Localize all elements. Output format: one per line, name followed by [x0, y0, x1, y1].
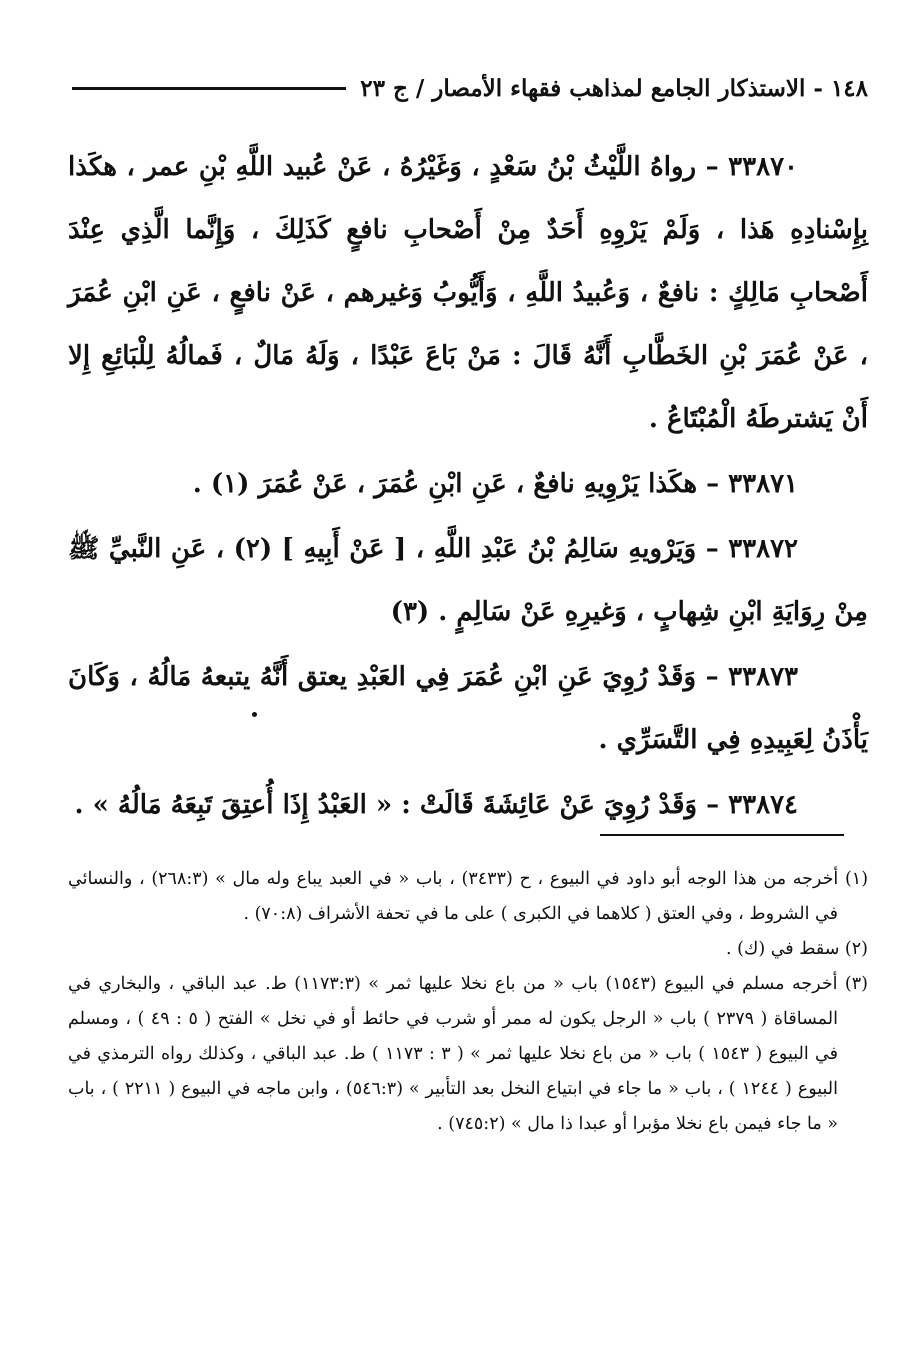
- footnote-3: (٣) أخرجه مسلم في البيوع (١٥٤٣) باب « من باع نخلا عليها ثمر » (١١٧٣:٣) ط. عبد الباقي ، والبخاري في المساقاة ( ٢٣٧٩ ) باب « الرجل يكون له ممر أو شرب في حائط أو في نخل » الفتح ( ٥ : ٤٩ ) ، ومسلم في البيوع ( ١٥٤٣ ) باب « من باع نخلا عليها ثمر » ( ٣ : ١١٧٣ ) ط. عبد الباقي ، وكذلك رواه الترمذي في البيوع ( ١٢٤٤ ) ، باب « ما جاء في ابتياع النخل بعد التأبير » (٥٤٦:٣) ، وابن ماجه في البيوع ( ٢٢١١ ) ، باب « ما جاء فيمن باع نخلا مؤبرا أو عبدا ذا مال » (٧٤٥:٢) .: [68, 974, 868, 1134]
- footnote-2: (٢) سقط في (ك) .: [725, 939, 868, 959]
- paragraph-33872: ٣٣٨٧٢ – وَيَرْويهِ سَالِمُ بْنُ عَبْدِ اللَّهِ ، [ عَنْ أَبِيهِ ] (٢) ، عَنِ النَّبيِّ ﷺ مِنْ رِوَايَةِ ابْنِ شِهابٍ ، وَغيرِهِ عَنْ سَالِمٍ . (٣): [68, 534, 868, 627]
- footnote-separator: [600, 834, 844, 836]
- paragraph-33870: ٣٣٨٧٠ – رواهُ اللَّيْثُ بْنُ سَعْدٍ ، وَغَيْرُهُ ، عَنْ عُبيد اللَّهِ بْنِ عمر ، هكَذا بِإِسْنادِهِ هَذا ، وَلَمْ يَرْوِهِ أَحَدٌ مِنْ أَصْحابِ نافعٍ كَذَلِكَ ، وَإِنَّما الَّذِي عِنْدَ أَصْحابِ مَالِكٍ : نافعٌ ، وَعُبيدُ اللَّهِ ، وَأَيُّوبُ وَغيرهم ، عَنْ نافعٍ ، عَنِ ابْنِ عُمَرَ ، عَنْ عُمَرَ بْنِ الخَطَّابِ أَنَّهُ قَالَ : مَنْ بَاعَ عَبْدًا ، وَلَهُ مَالٌ ، فَمالُهُ لِلْبَائِعِ إِلا أَنْ يَشترطَهُ الْمُبْتَاعُ .: [68, 152, 868, 434]
- ink-speck: [252, 712, 257, 717]
- footnotes: [68, 862, 868, 1142]
- main-text: [68, 136, 868, 837]
- header-title: ١٤٨ - الاستذكار الجامع لمذاهب فقهاء الأمصار / ج ٢٣: [360, 74, 868, 102]
- paragraph-33874: ٣٣٨٧٤ – وَقَدْ رُوِيَ عَنْ عَائِشَةَ قَالَتْ : « العَبْدُ إِذَا أُعتِقَ تَبِعَهُ مَالُهُ » .: [74, 790, 798, 820]
- footnote-1: (١) أخرجه من هذا الوجه أبو داود في البيوع ، ح (٣٤٣٣) ، باب « في العبد يباع وله مال » (٢٦٨:٣) ، والنسائي في الشروط ، وفي العتق ( كلاهما في الكبرى ) على ما في تحفة الأشراف (٧٠:٨) .: [68, 869, 869, 924]
- running-header: [68, 66, 868, 110]
- paragraph-33871: ٣٣٨٧١ – هكَذا يَرْوِيهِ نافعٌ ، عَنِ ابْنِ عُمَرَ ، عَنْ عُمَرَ (١) .: [192, 469, 798, 499]
- header-rule: [72, 87, 346, 90]
- paragraph-33873: ٣٣٨٧٣ – وَقَدْ رُوِيَ عَنِ ابْنِ عُمَرَ فِي العَبْدِ يعتق أَنَّهُ يتبعهُ مَالُهُ ، وَكَانَ يَأْذَنُ لِعَبِيدِهِ فِي التَّسَرِّي .: [68, 662, 868, 755]
